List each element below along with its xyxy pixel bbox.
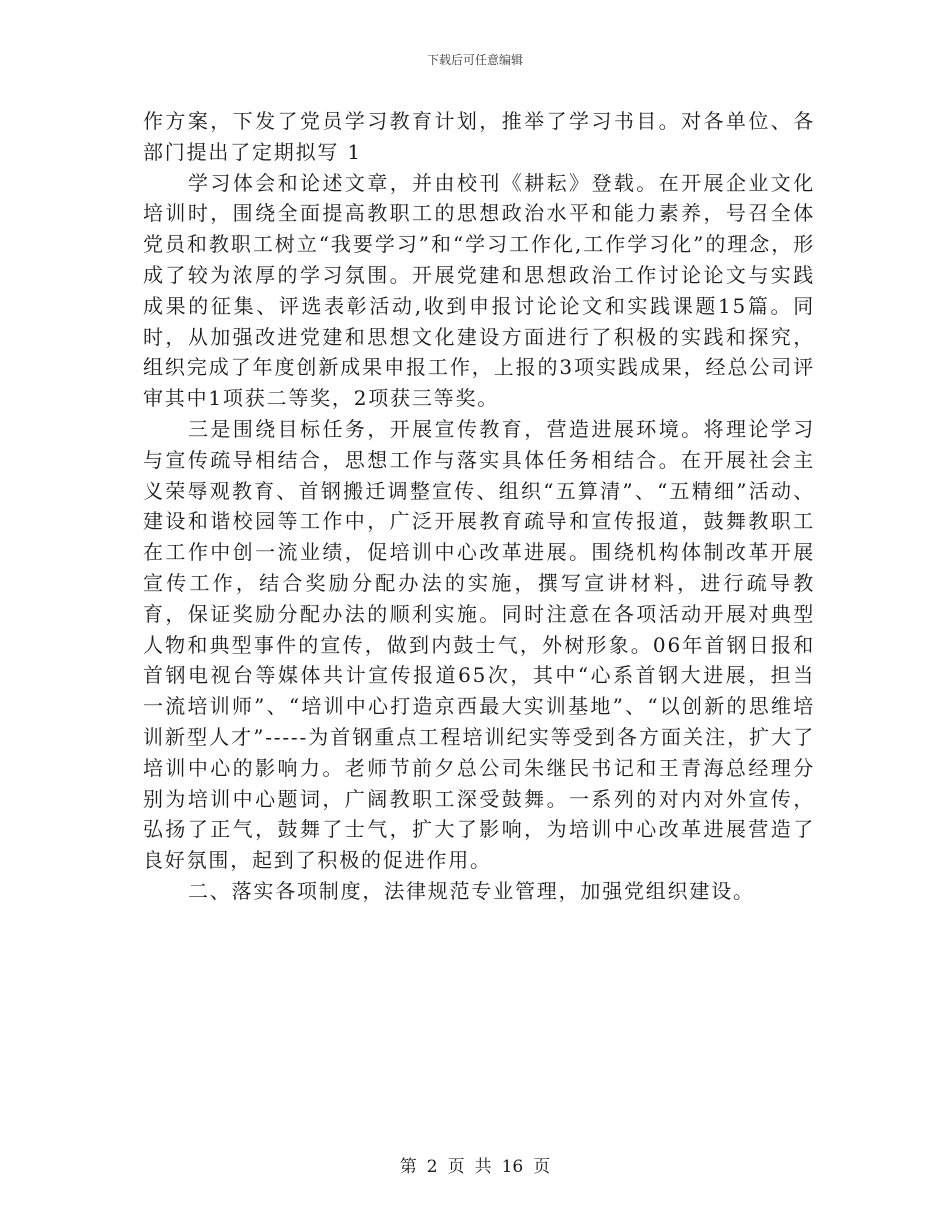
page-number: 2: [426, 1157, 438, 1177]
footer-total-label: 共: [474, 1157, 492, 1177]
footer-page-label: 页: [447, 1157, 465, 1177]
page-footer: [0, 1156, 950, 1178]
section-heading-regulations: 二、落实各项制度，法律规范专业管理，加强党组织建设。: [188, 878, 755, 903]
paragraph-publicity-education: 三是围绕目标任务，开展宣传教育，营造进展环境。将理论学习与宣传疏导相结合，思想工作与落实具体任务相结合。在开展社会主义荣辱观教育、首钢搬迁调整宣传、组织“五算清”、“五精细”活动、建设和谐校园等工作中，广泛开展教育疏导和宣传报道，鼓舞教职工在工作中创一流业绩，促培训中心改革进展。围绕机构体制改革开展宣传工作，结合奖励分配办法的实施，撰写宣讲材料，进行疏导教育，保证奖励分配办法的顺利实施。同时注意在各项活动开展对典型人物和典型事件的宣传，做到内鼓士气，外树形象。06年首钢日报和首钢电视台等媒体共计宣传报道65次，其中“心系首钢大进展，担当一流培训师”、“培训中心打造京西最大实训基地”、“以创新的思维培训新型人才”-----为首钢重点工程培训纪实等受到各方面关注，扩大了培训中心的影响力。老师节前夕总公司朱继民书记和王青海总经理分别为培训中心题词，广阔教职工深受鼓舞。一系列的对内对外宣传，弘扬了正气，鼓舞了士气，扩大了影响，为培训中心改革进展营造了良好氛围，起到了积极的促进作用。: [143, 416, 815, 873]
header-text: 下载后可任意编辑: [426, 53, 523, 67]
page-header: [0, 52, 950, 68]
paragraph-continuation: 作方案，下发了党员学习教育计划，推举了学习书目。对各单位、各部门提出了定期拟写 1: [143, 109, 815, 164]
footer-prefix: 第: [399, 1157, 417, 1177]
footer-suffix: 页: [533, 1157, 551, 1177]
document-body: [143, 106, 815, 907]
paragraph-study-articles: 学习体会和论述文章，并由校刊《耕耘》登载。在开展企业文化培训时，围绕全面提高教职工的思想政治水平和能力素养，号召全体党员和教职工树立“我要学习”和“学习工作化,工作学习化”的理念，形成了较为浓厚的学习氛围。开展党建和思想政治工作讨论论文与实践成果的征集、评选表彰活动,收到申报讨论论文和实践课题15篇。同时，从加强改进党建和思想文化建设方面进行了积极的实践和探究，组织完成了年度创新成果申报工作，上报的3项实践成果，经总公司评审其中1项获二等奖，2项获三等奖。: [143, 170, 815, 411]
total-pages: 16: [501, 1157, 524, 1177]
